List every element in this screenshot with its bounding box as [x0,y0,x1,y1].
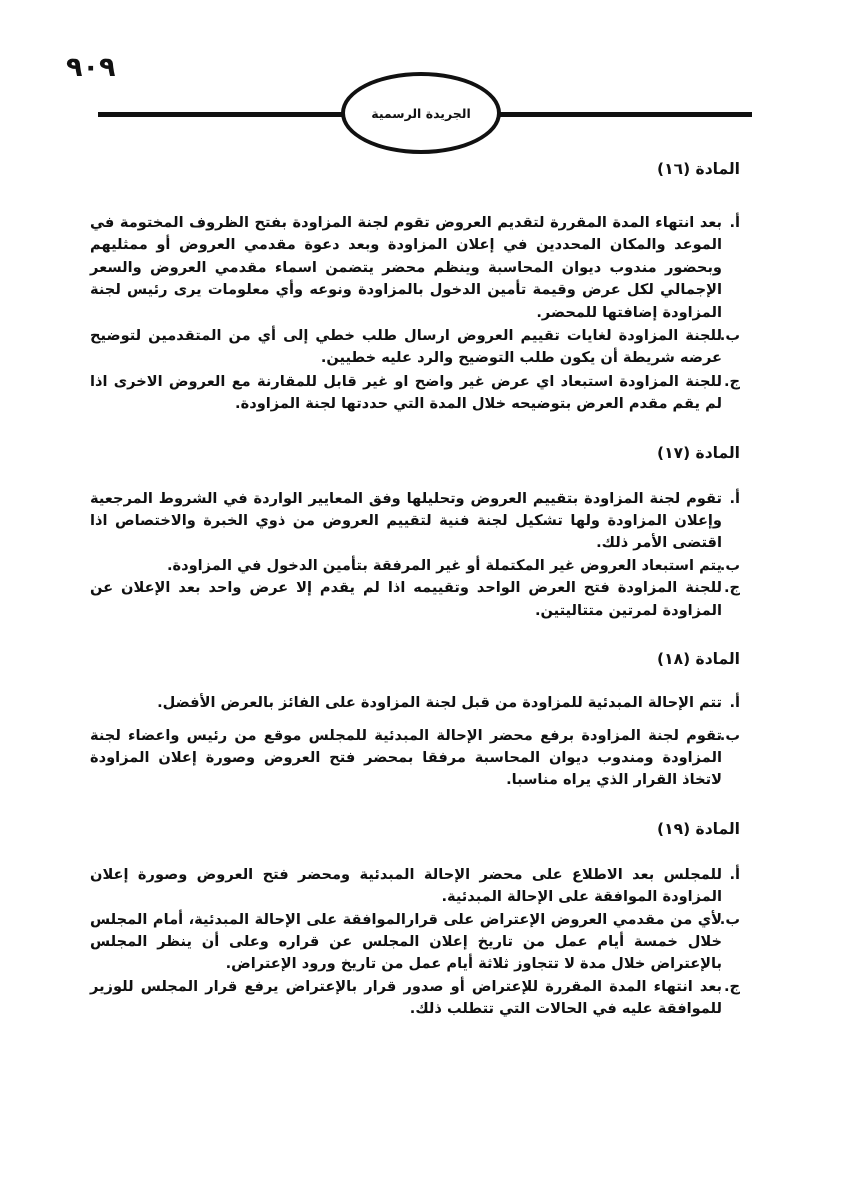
article-19 [90,816,740,1021]
item-marker: ب. [719,327,740,345]
item-text: بعد انتهاء المدة المقررة لتقديم العروض تقوم لجنة المزاودة بفتح الظروف المختومة في الموعد والمكان المحددين في إعلان المزاودة وبعد دعوة مقدمي العروض أو ممثليهم وبحضور مندوب ديوان المحاسبة وينظم محضر يتضمن اسماء مقدمي العروض والسعر الإجمالي لكل عرض وقيمة تأمين الدخول بالمزاودة ونوعه وأي معلومات يرى رئيس لجنة المزاودة إضافتها للمحضر. [90,214,722,321]
article-17 [90,440,740,622]
item-text: للمجلس بعد الاطلاع على محضر الإحالة المبدئية ومحضر فتح العروض وصورة إعلان المزاودة الموافقة على الإحالة المبدئية. [90,865,722,906]
list-item [90,725,740,792]
item-marker: ب. [719,556,740,574]
item-marker: أ. [729,865,740,883]
item-text: يتم استبعاد العروض غير المكتملة أو غير المرفقة بتأمين الدخول في المزاودة. [166,556,722,574]
list-item [90,488,740,555]
list-item [90,555,740,577]
list-item [90,577,740,622]
list-item [90,692,740,714]
item-marker: ب. [719,910,740,928]
item-text: للجنة المزاودة فتح العرض الواحد وتقييمه اذا لم يقدم إلا عرض واحد بعد الإعلان عن المزاودة لمرتين متتاليتين. [90,579,722,619]
list-item [90,212,740,324]
list-item [90,371,740,416]
document-body [90,152,740,1021]
article-heading: المادة (١٩) [657,819,740,838]
item-text: تقوم لجنة المزاودة برفع محضر الإحالة المبدئية للمجلس موقع من رئيس واعضاء لجنة المزاودة ومندوب ديوان المحاسبة مرفقا بمحضر فتح العروض وصورة إعلان المزاودة لاتخاذ القرار الذي يراه مناسبا. [90,726,722,789]
item-marker: أ. [729,489,740,507]
list-item [90,325,740,370]
item-marker: ب. [719,726,740,744]
item-text: بعد انتهاء المدة المقررة للإعتراض أو صدور قرار بالإعتراض يرفع قرار المجلس للوزير للموافقة عليه في الحالات التي تتطلب ذلك. [90,977,722,1018]
list-item [90,909,740,976]
item-marker: ج. [723,977,740,995]
item-text: للجنة المزاودة لغايات تقييم العروض ارسال طلب خطي إلى أي من المتقدمين لتوضيح عرضه شريطة أن يكون طلب التوضيح والرد عليه خطيين. [90,327,722,367]
article-heading: المادة (١٨) [657,650,740,669]
header-rule-left [98,112,348,117]
list-item [90,864,740,909]
item-marker: ج. [723,579,740,597]
article-16 [90,156,740,416]
item-text: تقوم لجنة المزاودة بتقييم العروض وتحليلها وفق المعايير الواردة في الشروط المرجعية وإعلان المزاودة ولها تشكيل لجنة فنية لتقييم العروض من ذوي الخبرة والاختصاص اذا اقتضى الأمر ذلك. [90,489,722,552]
article-heading: المادة (١٧) [657,443,740,462]
header-rule-right [500,112,752,117]
item-text: تتم الإحالة المبدئية للمزاودة من قبل لجنة المزاودة على الفائز بالعرض الأفضل. [157,694,722,712]
page-number: ٩٠٩ [66,52,116,83]
item-text: للجنة المزاودة استبعاد اي عرض غير واضح او غير قابل للمقارنة مع العروض الاخرى اذا لم يقم مقدم العرض بتوضيحه خلال المدة التي حددتها لجنة المزاودة. [90,372,722,413]
article-heading: المادة (١٦) [657,160,740,178]
item-text: لأي من مقدمي العروض الإعتراض على قرارالموافقة على الإحالة المبدئية، أمام المجلس خلال خمسة أيام عمل من تاريخ إعلان المجلس عن قراره وعلى أن ينظر المجلس بالإعتراض خلال مدة لا تتجاوز ثلاثة أيام عمل من تاريخ ورود الإعتراض. [90,910,722,973]
article-18 [90,646,740,792]
item-marker: أ. [729,214,740,231]
item-marker: أ. [729,694,740,712]
masthead-oval [341,72,501,154]
list-item [90,976,740,1021]
masthead-title: الجريدة الرسمية [371,105,471,121]
item-marker: ج. [723,372,740,390]
